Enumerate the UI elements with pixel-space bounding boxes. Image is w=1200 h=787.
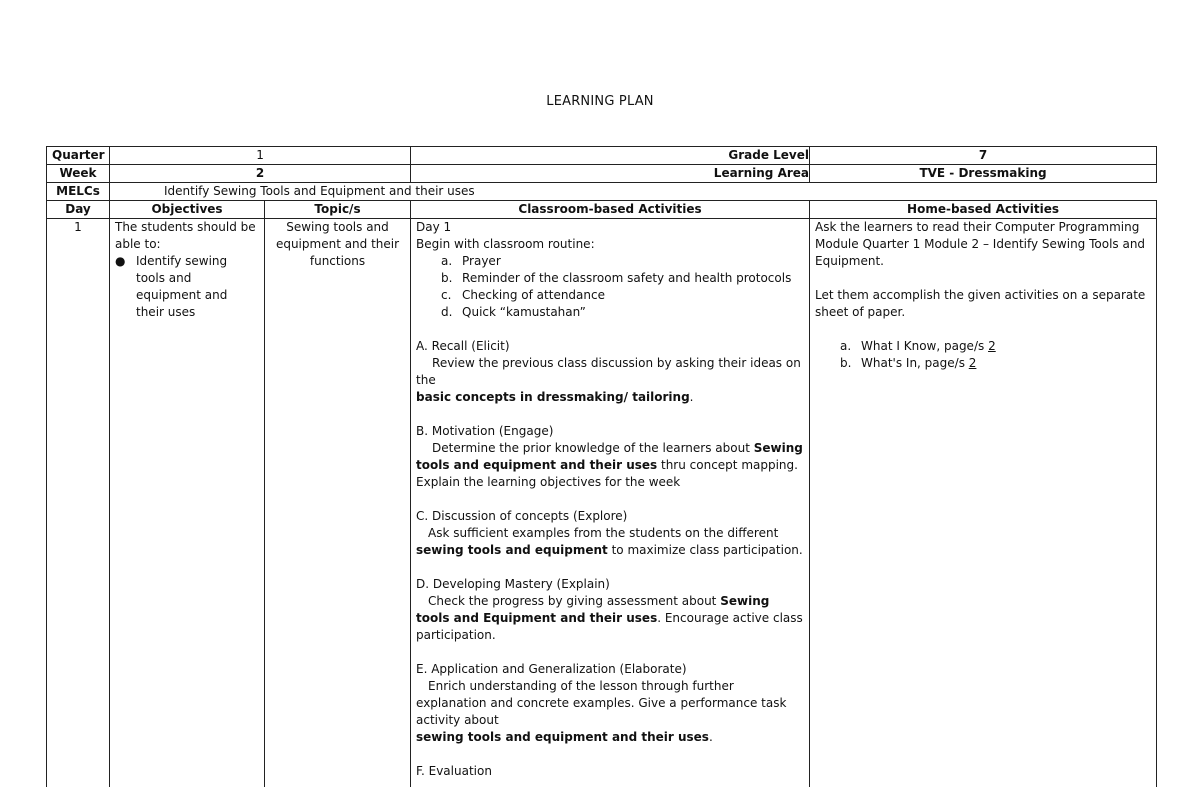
section-c-body: Ask sufficient examples from the students on the different sewing tools and equipment to maximize class participation. xyxy=(416,525,804,559)
routine-list xyxy=(416,253,804,321)
day-1-row xyxy=(47,219,1157,787)
routine-item: d. Quick “kamustahan” xyxy=(441,304,804,321)
section-c-title: C. Discussion of concepts (Explore) xyxy=(416,508,804,525)
day-label: Day 1 xyxy=(416,219,804,236)
section-f-title: F. Evaluation xyxy=(416,763,804,780)
topic-cell: Sewing tools and equipment and their functions xyxy=(265,219,411,787)
col-topics: Topic/s xyxy=(265,201,411,219)
objectives-list xyxy=(115,253,259,321)
week-value: 2 xyxy=(110,165,411,183)
objectives-intro: The students should be able to: xyxy=(115,219,259,253)
bullet-icon: ● xyxy=(115,253,125,270)
home-activity-item: b. What's In, page/s 2 xyxy=(840,355,1151,372)
melcs-row xyxy=(47,183,1157,201)
week-row xyxy=(47,165,1157,183)
quarter-row xyxy=(47,147,1157,165)
quarter-value: 1 xyxy=(110,147,411,165)
page-number: 2 xyxy=(988,339,996,353)
routine-item: c. Checking of attendance xyxy=(441,287,804,304)
routine-intro: Begin with classroom routine: xyxy=(416,236,804,253)
learning-plan-table xyxy=(46,146,1157,787)
home-activities-cell xyxy=(810,219,1157,787)
page-title: LEARNING PLAN xyxy=(0,94,1200,109)
home-instruction-2: Let them accomplish the given activities on a separate sheet of paper. xyxy=(815,287,1151,321)
classroom-activities-cell xyxy=(411,219,810,787)
section-e-body: Enrich understanding of the lesson through further explanation and concrete examples. Give a performance task activity about sewing tools and equipment and their uses. xyxy=(416,678,804,746)
learning-plan-table-wrap xyxy=(46,146,1156,736)
day-number: 1 xyxy=(47,219,110,787)
melcs-label: MELCs xyxy=(47,183,110,201)
home-activity-list xyxy=(815,338,1151,372)
home-instruction-1: Ask the learners to read their Computer Programming Module Quarter 1 Module 2 – Identify Sewing Tools and Equipment. xyxy=(815,219,1151,270)
section-d-body: Check the progress by giving assessment about Sewing tools and Equipment and their uses. Encourage active class participation. xyxy=(416,593,804,644)
routine-item: a. Prayer xyxy=(441,253,804,270)
week-label: Week xyxy=(47,165,110,183)
col-home-activities: Home-based Activities xyxy=(810,201,1157,219)
col-objectives: Objectives xyxy=(110,201,265,219)
home-activity-item: a. What I Know, page/s 2 xyxy=(840,338,1151,355)
section-b-body: Determine the prior knowledge of the learners about Sewing tools and equipment and their uses thru concept mapping. Explain the learning objectives for the week xyxy=(416,440,804,491)
col-classroom-activities: Classroom-based Activities xyxy=(411,201,810,219)
page-number: 2 xyxy=(969,356,977,370)
objective-item: ● Identify sewing tools and equipment and their uses xyxy=(115,253,259,321)
grade-level-label: Grade Level xyxy=(411,147,810,165)
objectives-cell xyxy=(110,219,265,787)
section-d-title: D. Developing Mastery (Explain) xyxy=(416,576,804,593)
section-a-title: A. Recall (Elicit) xyxy=(416,338,804,355)
grade-level-value: 7 xyxy=(810,147,1157,165)
melcs-value: Identify Sewing Tools and Equipment and their uses xyxy=(110,183,1157,201)
column-header-row xyxy=(47,201,1157,219)
quarter-label: Quarter xyxy=(47,147,110,165)
routine-item: b. Reminder of the classroom safety and health protocols xyxy=(441,270,804,287)
learning-area-value: TVE - Dressmaking xyxy=(810,165,1157,183)
section-e-title: E. Application and Generalization (Elaborate) xyxy=(416,661,804,678)
learning-area-label: Learning Area xyxy=(411,165,810,183)
col-day: Day xyxy=(47,201,110,219)
section-a-body: Review the previous class discussion by asking their ideas on the basic concepts in dressmaking/ tailoring. xyxy=(416,355,804,406)
section-b-title: B. Motivation (Engage) xyxy=(416,423,804,440)
